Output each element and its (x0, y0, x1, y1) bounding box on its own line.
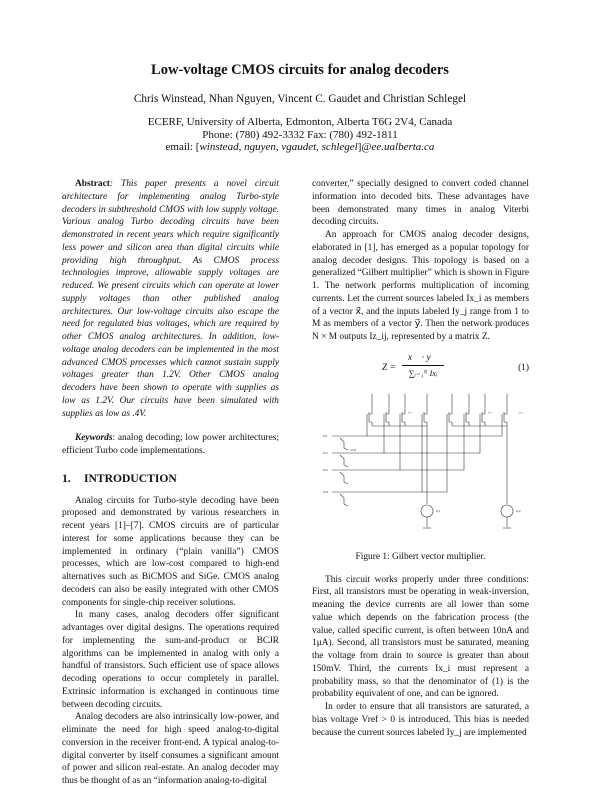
section-number: 1. (62, 471, 71, 485)
affiliation-phone: Phone: (780) 492-3332 Fax: (780) 492-1811 (202, 128, 398, 141)
paragraph: Analog decoders are also intrinsically low-power, and eliminate the need for high speed analog-to-digital conversion in the receiver front-end. A typical analog-to-digital converter by itself consumes a significant amount of power and silicon real-estate. An analog decoder may thus be thought of as an “information analog-to-digital (62, 712, 279, 786)
section-title: INTRODUCTION (84, 471, 177, 485)
equation-number: (1) (518, 362, 529, 373)
email-names: winstead, nguyen, vgaudet, schlegel (199, 141, 358, 153)
keywords (62, 432, 279, 458)
circuit-diagram (312, 394, 529, 539)
label-iy1: Iy1 (436, 508, 441, 513)
affiliation (0, 116, 600, 154)
left-column (62, 178, 279, 788)
section-heading (62, 473, 279, 486)
abstract-text: : This paper presents a novel circuit architecture for implementing analog Turbo-style decoders in subthreshold CMOS with low supply voltage. Various analog Turbo decoding circuits have been demonstrated in recent years which require significantly less power and silicon area than digital circuits while providing high throughput. As CMOS process technologies improve, allowable supply voltages are reduced. We present circuits which can operate at lower supply voltages than other published analog architectures. Our low-voltage circuits also escape the need for regulated bias voltages, which are required by other CMOS analog architectures. In addition, low-voltage analog decoders can be implemented in the most advanced CMOS processes which cannot sustain supply voltages greater than 1.2V. Other CMOS analog decoders have been shown to operate with supplies as low as 1.2V. Our circuits have been simulated with supplies as low as .4V. (62, 179, 279, 419)
paper-title: Low-voltage CMOS circuits for analog decoders (151, 62, 449, 78)
equation-fraction (402, 352, 444, 380)
affiliation-email (0, 141, 600, 154)
figure-gilbert-multiplier (312, 394, 529, 539)
authors: Chris Winstead, Nhan Nguyen, Vincent C. Gaudet and Christian Schlegel (133, 93, 467, 105)
affiliation-address: ECERF, University of Alberta, Edmonton, Alberta T6G 2V4, Canada (147, 116, 453, 128)
current-sources (421, 426, 513, 528)
equation-numerator: x⃗ · y⃗ (402, 352, 444, 366)
dots: ••• (408, 410, 412, 415)
figure-caption: Figure 1: Gilbert vector multiplier. (355, 551, 486, 562)
equation-1 (312, 352, 529, 386)
paragraph: In order to ensure that all transistors are saturated, a bias voltage Vref > 0 is introduced. This bias is needed because the current sources labeled Iy_j are implemented (312, 702, 529, 738)
email-prefix: email: [ (165, 141, 200, 153)
label-vref: Vref (350, 447, 357, 452)
right-column (312, 178, 529, 739)
paragraph: converter,” specially designed to convert coded channel information into decoded bits. These advantages have been demonstrated many times in analog Viterbi decoding circuits. (312, 179, 529, 228)
email-domain: ee.ualberta.ca (371, 141, 435, 153)
transistor-row (367, 412, 507, 426)
label-ix1: Ix1 (323, 433, 328, 438)
dots: ••• (519, 410, 523, 415)
keywords-label: Keywords (75, 433, 113, 444)
input-lines (332, 420, 502, 506)
label-iy2: Iy2 (516, 508, 521, 513)
label-ixn: IxN (323, 489, 329, 494)
paragraph: An approach for CMOS analog decoder designs, elaborated in [1], has emerged as a popular topology for analog decoder designs. This topology is based on a generalized “Gilbert multiplier” which is shown in Figure 1. The network performs multiplication of incoming currents. Let the current sources labeled Ix_i as members of a vector x⃗, and the inputs labeled Iy_j range from 1 to M as members of a vector y⃗. Then the network produces N × M outputs Iz_ij, represented by a matrix Z. (312, 230, 529, 342)
abstract-label: Abstract (75, 179, 110, 189)
dots: ••• (488, 410, 492, 415)
paragraph: In many cases, analog decoders offer significant advantages over digital designs. The operations required for implementing the sum-and-product or BCJR algorithms can be implemented in analog with only a handful of transistors. Such efficient use of space allows decoding operations to occur completely in parallel. Extrinsic information is exchanged in continuous time between decoding circuits. (62, 610, 279, 710)
paragraph: This circuit works properly under three conditions: First, all transistors must be operating in weak-inversion, meaning the device currents are all lower than some value which depends on the fabrication process (the value, called specific current, is often between 10nA and 1μA). Second, all transistors must be saturated, meaning the voltage from drain to source is greater than about 150mV. Third, the currents Ix_i must represent a probability mass, so that the denominator of (1) is the probability equivalent of one, and can be ignored. (312, 574, 529, 700)
keywords-text: : analog decoding; low power architectures; efficient Turbo code implementations. (62, 433, 279, 456)
label-ix2: Ix2 (323, 450, 328, 455)
label-ix3: Ix3 (323, 467, 328, 472)
paragraph: Analog circuits for Turbo-style decoding have been proposed and demonstrated by various researchers in recent years [1]–[7]. CMOS circuits are of particular interest for some applications because they can be implemented in ordinary (“plain vanilla”) CMOS processes, which are low-cost compared to high-end alternatives such as BiCMOS and SiGe. CMOS analog decoders can also be easily integrated with other CMOS components for single-chip receiver solutions. (62, 495, 279, 608)
email-suffix: ]@ (357, 141, 372, 153)
equation-denominator: ∑ᵢ₌₁ᴺ Ixᵢ (408, 367, 438, 378)
output-terminals (372, 394, 507, 414)
equation-lhs: Z = (382, 362, 396, 373)
abstract (62, 178, 279, 420)
